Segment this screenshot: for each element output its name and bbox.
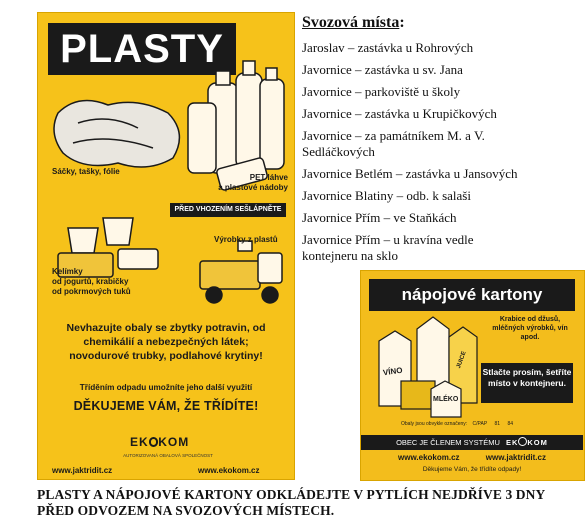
cartons-urls — [361, 453, 583, 462]
mark-81: 81 — [494, 421, 501, 427]
caption-bags: Sáčky, tašky, fólie — [52, 167, 120, 176]
box-label-vino: VÍNO — [382, 365, 404, 378]
logo-left-text: EK — [505, 438, 519, 447]
url-left: www.ekokom.cz — [398, 453, 460, 462]
thanks-text: DĚKUJEME VÁM, ŽE TŘÍDÍTE! — [73, 399, 259, 413]
member-text: OBEC JE ČLENEM SYSTÉMU — [396, 438, 500, 447]
logo-right-text: KOM — [527, 438, 548, 447]
list-item: Javornice – zastávka u sv. Jana — [302, 62, 463, 77]
logo-right-text: KOM — [158, 435, 190, 449]
disposal-notice: PLASTY A NÁPOJOVÉ KARTONY ODKLÁDEJTE V PYTLÍCH NEJDŘÍVE 3 DNY PŘED ODVOZEM NA SVOZOVÝCH MÍSTECH. — [37, 487, 545, 518]
toy-truck-icon — [200, 241, 282, 303]
logo-subtitle: AUTORIZOVANÁ OBALOVÁ SPOLEČNOST — [123, 453, 213, 458]
squeeze-note: Stlačte prosím, šetříte místo v kontejneru. — [481, 363, 573, 403]
list-item: Javornice Přím – ve Staňkách — [302, 210, 457, 225]
mark-cpap: C/PAP — [472, 421, 488, 427]
poster-title: PLASTY — [48, 23, 236, 75]
ekokom-logo-small — [506, 438, 548, 447]
list-item: Jaroslav – zastávka u Rohrových — [302, 40, 474, 55]
collection-points-title-colon: : — [399, 14, 405, 31]
list-item: Javornice – za památníkem M. a V. Sedláčkových — [302, 128, 485, 159]
box-label-milk: MLÉKO — [433, 396, 459, 403]
url-right: www.ekokom.cz — [198, 466, 260, 475]
box-label-juice: JUICE — [455, 350, 468, 370]
list-item: Javornice Blatiny – odb. k salaši — [302, 188, 471, 203]
collection-points-title-text: Svozová místa — [302, 14, 400, 31]
collection-points-title — [302, 14, 405, 32]
bags-icon — [54, 101, 179, 168]
url-left: www.jaktridit.cz — [52, 466, 113, 475]
caption-cups: Kelímky od jogurtů, krabičky od pokrmových tuků — [52, 267, 131, 296]
list-item: Javornice Přím – u kravína vedle kontejneru na sklo — [302, 232, 474, 263]
ekokom-logo — [130, 435, 189, 449]
list-item: Javornice Betlém – zastávka u Jansových — [302, 166, 518, 181]
bottles-icon — [188, 61, 284, 191]
member-bar — [361, 435, 583, 450]
cartons-poster — [360, 270, 585, 481]
plasty-poster — [37, 12, 295, 480]
list-item: Javornice – zastávka u Krupičkových — [302, 106, 497, 121]
recycling-marks — [401, 421, 513, 427]
list-item: Javornice – parkoviště u školy — [302, 84, 461, 99]
sort-note: Tříděním odpadu umožníte jeho další využití — [79, 383, 253, 392]
logo-ring-icon — [149, 437, 159, 447]
marks-label: Obaly jsou obvykle označeny: — [401, 421, 468, 427]
cartons-title: nápojové kartony — [369, 279, 575, 311]
cartons-info: Krabice od džusů, mléčných výrobků, vín apod. — [492, 316, 568, 341]
before-disposal-label: PŘED VHOZENÍM SEŠLÁPNĚTE — [170, 203, 286, 217]
url-right: www.jaktridit.cz — [485, 453, 546, 462]
logo-left-text: EK — [130, 435, 149, 449]
mark-84: 84 — [507, 421, 513, 427]
warning-text: Nevhazujte obaly se zbytky potravin, od chemikálií a nebezpečných látek; novodurové trubky, podlahové krytiny! — [66, 322, 266, 362]
caption-bottles: PET láhve a plastové nádoby — [218, 173, 288, 192]
cartons-thanks: Děkujeme Vám, že třídíte odpady! — [422, 466, 522, 473]
caption-products: Výrobky z plastů — [214, 235, 278, 244]
